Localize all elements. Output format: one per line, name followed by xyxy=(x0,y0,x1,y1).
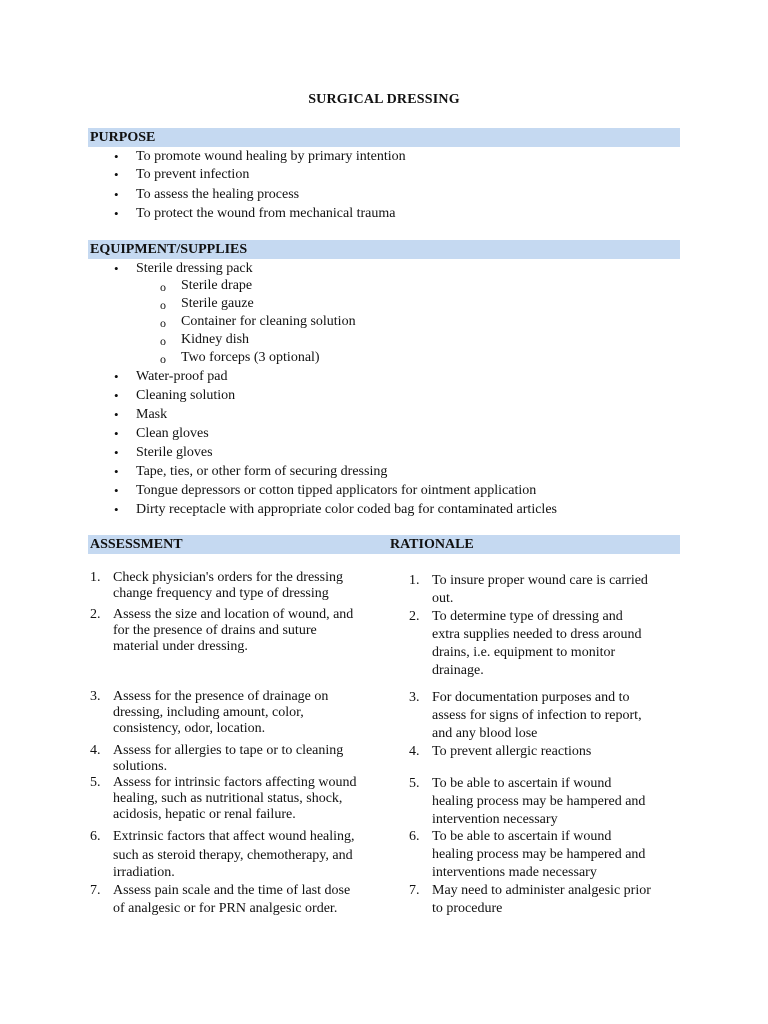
bullet-icon: • xyxy=(114,407,119,422)
assessment-line: Assess for the presence of drainage on xyxy=(113,689,329,704)
row-number: 1. xyxy=(409,573,420,588)
bullet-icon: • xyxy=(114,369,119,384)
rationale-line: assess for signs of infection to report, xyxy=(432,708,642,723)
rationale-line: To prevent allergic reactions xyxy=(432,744,592,759)
document-title: SURGICAL DRESSING xyxy=(308,92,460,107)
rationale-line: healing process may be hampered and xyxy=(432,794,646,809)
pack-item: Two forceps (3 optional) xyxy=(181,350,320,365)
row-number: 1. xyxy=(90,570,101,585)
pack-item: Container for cleaning solution xyxy=(181,314,356,329)
assessment-line: acidosis, hepatic or renal failure. xyxy=(113,807,296,822)
rationale-line: To be able to ascertain if wound xyxy=(432,829,612,844)
bullet-icon: • xyxy=(114,502,119,517)
assessment-line: such as steroid therapy, chemotherapy, and xyxy=(113,848,353,863)
sub-bullet-icon: o xyxy=(160,316,166,330)
rationale-line: extra supplies needed to dress around xyxy=(432,627,642,642)
bullet-icon: • xyxy=(114,206,119,221)
assessment-line: Assess pain scale and the time of last dose xyxy=(113,883,351,898)
rationale-line: healing process may be hampered and xyxy=(432,847,646,862)
assessment-line: change frequency and type of dressing xyxy=(113,586,329,601)
rationale-line: drains, i.e. equipment to monitor xyxy=(432,645,616,660)
equipment-pack: Sterile dressing pack xyxy=(136,261,253,276)
assessment-line: material under dressing. xyxy=(113,639,248,654)
equipment-item: Tape, ties, or other form of securing dressing xyxy=(136,464,388,479)
bullet-icon: • xyxy=(114,149,119,164)
assessment-line: solutions. xyxy=(113,759,168,774)
row-number: 2. xyxy=(90,607,101,622)
purpose-item: To protect the wound from mechanical trauma xyxy=(136,206,396,221)
equipment-item: Water-proof pad xyxy=(136,369,228,384)
sub-bullet-icon: o xyxy=(160,298,166,312)
assessment-line: Assess the size and location of wound, and xyxy=(113,607,354,622)
assessment-line: for the presence of drains and suture xyxy=(113,623,317,638)
assessment-line: Assess for allergies to tape or to cleaning xyxy=(113,743,344,758)
pack-item: Kidney dish xyxy=(181,332,250,347)
sub-bullet-icon: o xyxy=(160,352,166,366)
row-number: 7. xyxy=(409,883,420,898)
row-number: 2. xyxy=(409,609,420,624)
purpose-heading: PURPOSE xyxy=(90,130,156,145)
assessment-line: Extrinsic factors that affect wound healing, xyxy=(113,829,355,844)
rationale-line: To determine type of dressing and xyxy=(432,609,623,624)
purpose-item: To prevent infection xyxy=(136,167,250,182)
purpose-item: To promote wound healing by primary intention xyxy=(136,149,406,164)
assessment-heading: ASSESSMENT xyxy=(90,537,183,552)
bullet-icon: • xyxy=(114,187,119,202)
rationale-line: and any blood lose xyxy=(432,726,538,741)
equipment-heading: EQUIPMENT/SUPPLIES xyxy=(90,242,248,257)
equipment-item: Cleaning solution xyxy=(136,388,236,403)
rationale-line: intervention necessary xyxy=(432,812,558,827)
bullet-icon: • xyxy=(114,445,119,460)
equipment-header-band xyxy=(88,240,680,259)
rationale-line: To be able to ascertain if wound xyxy=(432,776,612,791)
row-number: 3. xyxy=(90,689,101,704)
bullet-icon: • xyxy=(114,167,119,182)
row-number: 6. xyxy=(409,829,420,844)
bullet-icon: • xyxy=(114,261,119,276)
bullet-icon: • xyxy=(114,464,119,479)
rationale-line: interventions made necessary xyxy=(432,865,597,880)
row-number: 5. xyxy=(90,775,101,790)
rationale-line: to procedure xyxy=(432,901,503,916)
row-number: 4. xyxy=(409,744,420,759)
row-number: 3. xyxy=(409,690,420,705)
equipment-item: Dirty receptacle with appropriate color coded bag for contaminated articles xyxy=(136,502,557,517)
rationale-line: To insure proper wound care is carried xyxy=(432,573,648,588)
assessment-line: dressing, including amount, color, xyxy=(113,705,304,720)
assessment-line: irradiation. xyxy=(113,865,175,880)
purpose-item: To assess the healing process xyxy=(136,187,300,202)
assessment-header-band xyxy=(88,535,680,554)
rationale-line: May need to administer analgesic prior xyxy=(432,883,651,898)
pack-item: Sterile gauze xyxy=(181,296,254,311)
bullet-icon: • xyxy=(114,483,119,498)
equipment-item: Tongue depressors or cotton tipped applicators for ointment application xyxy=(136,483,537,498)
assessment-line: healing, such as nutritional status, shock, xyxy=(113,791,343,806)
equipment-item: Clean gloves xyxy=(136,426,209,441)
assessment-line: consistency, odor, location. xyxy=(113,721,266,736)
rationale-line: For documentation purposes and to xyxy=(432,690,630,705)
assessment-line: Assess for intrinsic factors affecting wound xyxy=(113,775,357,790)
rationale-line: drainage. xyxy=(432,663,484,678)
pack-item: Sterile drape xyxy=(181,278,253,293)
rationale-line: out. xyxy=(432,591,454,606)
row-number: 5. xyxy=(409,776,420,791)
sub-bullet-icon: o xyxy=(160,334,166,348)
equipment-item: Mask xyxy=(136,407,168,422)
row-number: 7. xyxy=(90,883,101,898)
row-number: 6. xyxy=(90,829,101,844)
row-number: 4. xyxy=(90,743,101,758)
equipment-item: Sterile gloves xyxy=(136,445,213,460)
assessment-line: Check physician's orders for the dressing xyxy=(113,570,343,585)
sub-bullet-icon: o xyxy=(160,280,166,294)
purpose-header-band xyxy=(88,128,680,147)
assessment-line: of analgesic or for PRN analgesic order. xyxy=(113,901,338,916)
rationale-heading: RATIONALE xyxy=(390,537,474,552)
bullet-icon: • xyxy=(114,426,119,441)
bullet-icon: • xyxy=(114,388,119,403)
